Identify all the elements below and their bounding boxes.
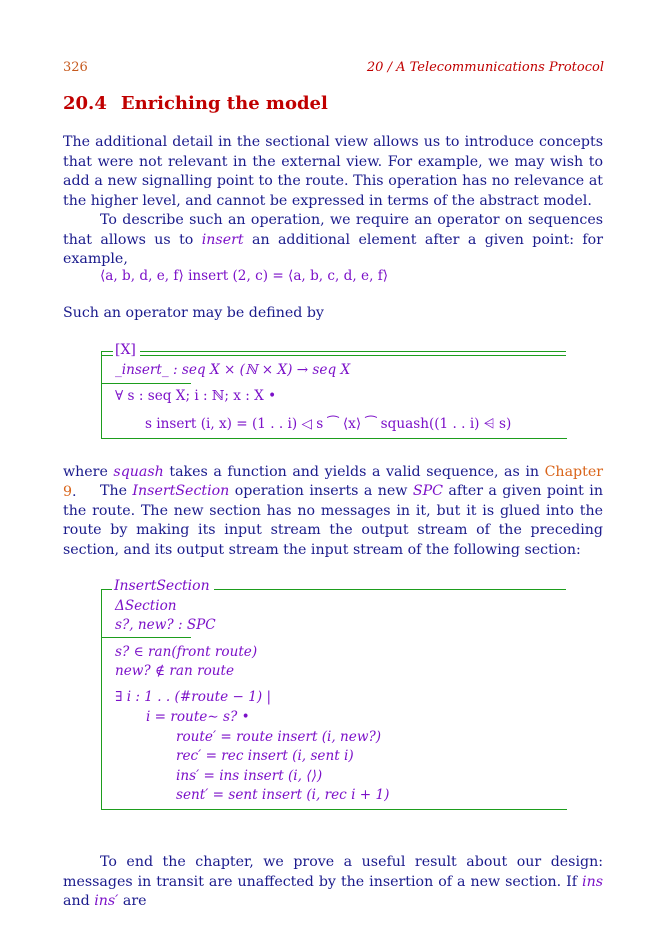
schema-pred-8: sent′ = sent insert (i, rec i + 1) (176, 787, 390, 803)
paragraph-4-text-b: takes a function and yields a valid sequence, as in (163, 464, 545, 480)
schema-name: InsertSection (112, 578, 214, 594)
section-title: Enriching the model (120, 93, 328, 114)
paragraph-2-text-a: To describe such an operation, we require an operator on sequences that allows us to (63, 212, 603, 248)
insertsection-term: InsertSection (132, 483, 230, 499)
insert-term: insert (201, 231, 244, 248)
paragraph-2 (63, 211, 603, 270)
generic-parameter (113, 342, 140, 358)
ins-term: ins (582, 873, 603, 890)
page-number: 326 (63, 60, 88, 75)
paragraph-3: Such an operator may be defined by (63, 305, 324, 321)
paragraph-1: The additional detail in the sectional view allows us to introduce concepts that were not relevant in the external view. For example, we may wish to add a new signalling point to the route. This operation has no relevance at the higher level, and cannot be expressed in terms of the abstract model. (63, 134, 603, 209)
schema-decl-inputs: s?, new? : SPC (115, 617, 216, 633)
paragraph-6-text-c: are (118, 893, 147, 910)
paragraph-5-text-b: operation inserts a new (229, 483, 413, 499)
paragraph-6-text-b: and (63, 893, 95, 910)
schema-pred-2: new? ∉ ran route (115, 663, 235, 679)
example-expression: ⟨a, b, d, e, f⟩ insert (2, c) = ⟨a, b, c, d, e, f⟩ (100, 268, 389, 284)
insert-declaration: _insert_ : seq X × (ℕ × X) → seq X (115, 362, 351, 378)
schema-decl-delta: ΔSection (115, 598, 177, 614)
generic-divider (101, 383, 191, 384)
generic-bottom-rule (101, 438, 567, 439)
paragraph-5 (63, 482, 603, 560)
schema-pred-7: ins′ = ins insert (i, ⟨⟩) (176, 768, 323, 784)
paragraph-2-text-b: an additional element after a given point: for example, (63, 231, 604, 268)
generic-top-rule-left (101, 351, 566, 356)
insert-quantifier: ∀ s : seq X; i : ℕ; x : X • (115, 388, 277, 404)
ins-prime-term: ins′ (94, 893, 119, 910)
insert-definition-body: s insert (i, x) = (1 . . i) ◁ s ⁀ ⟨x⟩ ⁀ squash((1 . . i) ⩤ s) (145, 416, 512, 432)
paragraph-4-text-c: . (72, 483, 77, 500)
schema-pred-1: s? ∈ ran(front route) (115, 644, 258, 660)
schema-left-rule (101, 589, 102, 810)
schema-pred-5: route′ = route insert (i, new?) (176, 729, 382, 745)
schema-bottom-rule (101, 809, 567, 810)
schema-divider (101, 637, 191, 638)
generic-parameter-text: [X] (115, 342, 136, 358)
paragraph-6-text-a: To end the chapter, we prove a useful result about our design: messages in transit are unaffected by the insertion of a new section. If (63, 854, 603, 890)
schema-pred-4: i = route∼ s? • (146, 709, 250, 725)
paragraph-4-text-a: where (63, 464, 114, 480)
schema-pred-3: ∃ i : 1 . . (#route − 1) | (115, 689, 272, 705)
section-number: 20.4 (63, 93, 107, 114)
chapter-9-link[interactable]: Chapter 9 (63, 464, 603, 500)
schema-pred-6: rec′ = rec insert (i, sent i) (176, 748, 354, 764)
generic-left-rule (101, 351, 102, 439)
section-heading (63, 93, 328, 114)
squash-term: squash (113, 464, 164, 480)
paragraph-5-text-a: The (100, 483, 133, 499)
spc-term: SPC (412, 483, 443, 499)
paragraph-5-text-c: after a given point in the route. The new section has no messages in it, but it is glued into the route by making its input stream the output stream of the preceding section, and its output stream the input stream of the following section: (63, 483, 603, 558)
paragraph-6 (63, 853, 603, 912)
running-header: 20 / A Telecommunications Protocol (366, 60, 604, 75)
